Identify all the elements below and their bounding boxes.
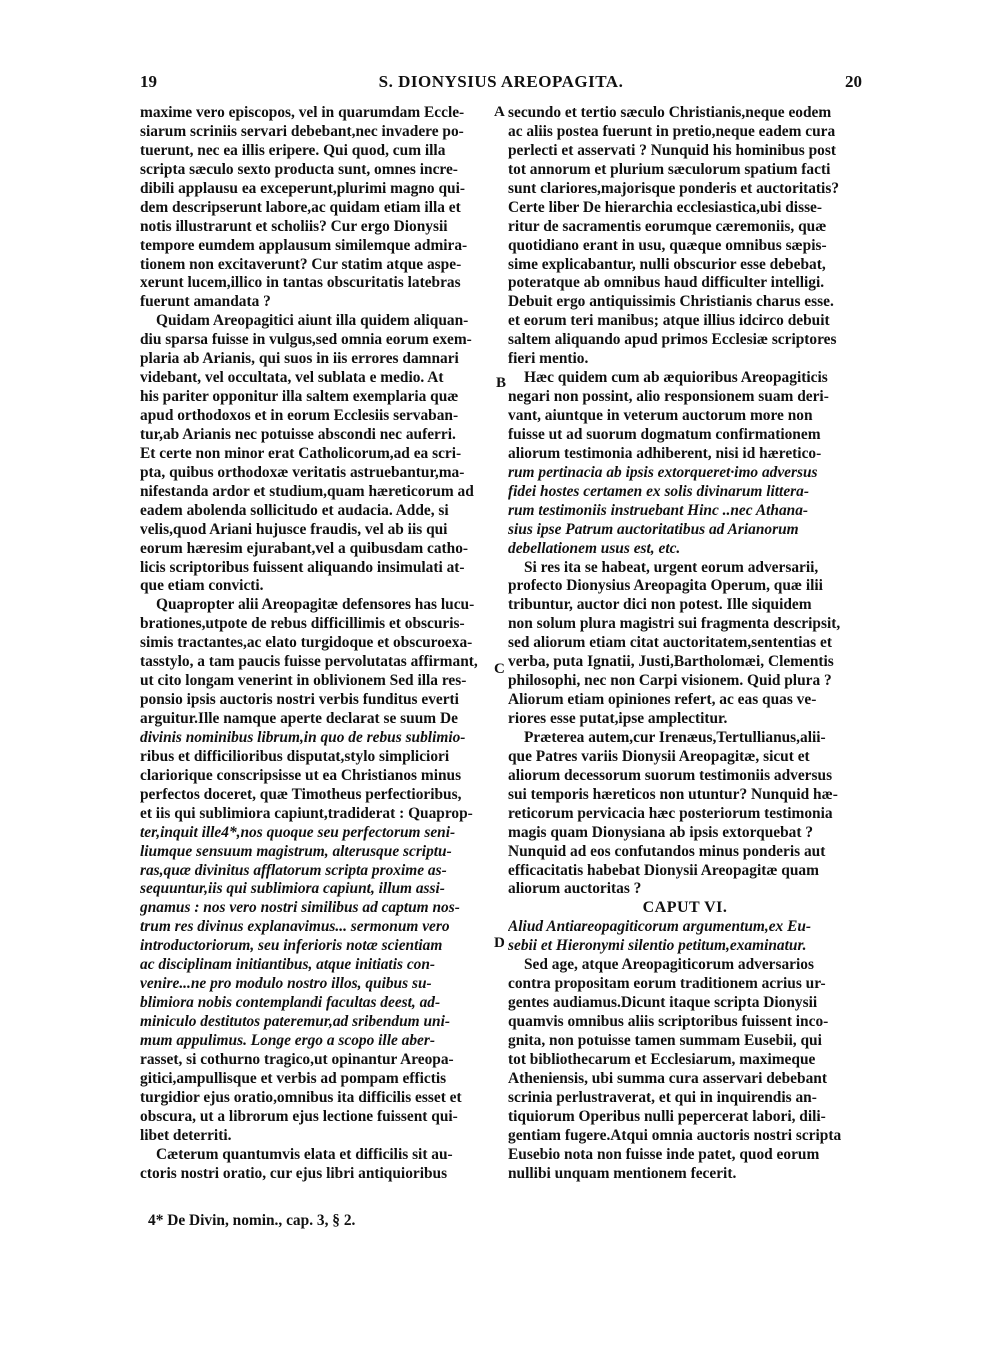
text-line: ritur de sacramentis eorumque cæremoniis, quæ [508, 217, 827, 235]
text-line: dem descripserunt labore,ac quidam etiam illa et [140, 198, 461, 216]
page-number-left: 19 [140, 72, 157, 91]
text-line: videbant, vel occultata, vel sublata e medio. At [140, 369, 444, 387]
text-line: obscura, ut a librorum ejus lectione fuissent qui- [140, 1107, 458, 1125]
text-line: profecto Dionysius Areopagita Operum, quæ ilii [508, 577, 823, 595]
text-line: perfectos doceret, quæ Timotheus perfectioribus, [140, 785, 462, 803]
running-title: S. DIONYSIUS AREOPAGITA. [378, 72, 624, 91]
text-line: liumque sensuum magistrum, alterusque scriptu- [140, 842, 452, 860]
text-line: libet deterriti. [140, 1126, 232, 1144]
margin-marker-d: D [494, 935, 505, 951]
text-line: reticorum pervicacia hæc posteriorum testimonia [508, 804, 833, 822]
text-line: Sed age, atque Areopagiticorum adversarios [524, 956, 814, 974]
text-line: sius ipse Patrum auctoritatibus ad Arianorum [508, 520, 799, 538]
text-line: diu sparsa fuisse in vulgus,sed omnia eorum exem- [140, 331, 472, 349]
left-text-column [140, 104, 494, 1183]
text-line: notis illustrarunt et scholiis? Cur ergo Dionysii [140, 217, 448, 235]
text-line: aliorum testimonia adhiberent, nisi id hæretico- [508, 444, 822, 462]
text-line: sed aliorum etiam citat auctoritatem,sententias et [508, 634, 832, 652]
right-text-column [508, 104, 862, 1183]
text-line: scrinia perlustraverat, et qui in inquirendis an- [508, 1088, 817, 1106]
text-line: riores esse putat,ipse amplectitur. [508, 710, 728, 727]
text-line: que etiam convicti. [140, 577, 264, 595]
text-line: tribuntur, auctor dici non potest. Ille siquidem [508, 596, 812, 614]
text-line: poteratque ab omnibus haud difficulter intelligi. [508, 274, 825, 292]
text-line: aliorum auctoritas ? [508, 880, 642, 898]
text-line: Nunquid ad eos confutandos minus ponderis aut [508, 842, 826, 860]
text-line: negari non possint, alio responsionem suam deri- [508, 388, 829, 406]
text-line: fuerunt amandata ? [140, 293, 271, 311]
text-line: clariorique conscripsisse ut ea Christianos minus [140, 766, 462, 784]
running-header [140, 72, 862, 96]
text-line: rum pertinacia ab ipsis extorqueret·imo adversus [508, 463, 818, 481]
text-line: turgidior ejus oratio,omnibus ita difficilis esset et [140, 1088, 462, 1106]
text-line: gentes audiamus.Dicunt itaque scripta Dionysii [508, 994, 818, 1012]
text-line: Quidam Areopagitici aiunt illa quidem aliquan- [156, 312, 469, 330]
text-line: plaria ab Arianis, qui suos in iis errores damnari [140, 350, 459, 368]
text-line: et eorum teri manibus; atque illius idcirco debuit [508, 312, 830, 330]
text-line: trum res divinus explanavimus... sermonum vero [140, 918, 450, 936]
text-line: Certe liber De hierarchia ecclesiastica,ubi disse- [508, 198, 823, 216]
text-line: arguitur.Ille namque aperte declarat se suum De [140, 710, 458, 727]
text-line: licis scriptoribus fuissent aliquando insimulati at- [140, 558, 465, 576]
text-line: siarum scriniis servari debebant,nec invadere po- [140, 122, 464, 140]
text-line: gitici,ampullisque et verbis ad pompam effictis [140, 1069, 447, 1087]
text-line: fieri mentio. [508, 350, 589, 368]
text-line: dibili applausu ea exceperunt,plurimi magno qui- [140, 179, 465, 197]
text-line: Quapropter alii Areopagitæ defensores has lucu- [156, 596, 475, 614]
text-line: gnita, non potuisse tamen summam Eusebii, qui [508, 1031, 822, 1049]
text-line: Aliorum etiam opiniones refert, ac eas quas ve- [508, 691, 817, 709]
text-line: tur,ab Arianis nec potuisse abscondi nec auferri. [140, 425, 456, 443]
text-line: scripta sæculo sexto producta sunt, omnes incre- [140, 160, 458, 178]
text-line: ut cito longam venerint in oblivionem Sed illa res- [140, 672, 467, 690]
text-line: fuisse ut ad suorum dogmatum confirmationem [508, 425, 821, 443]
text-line: mum appulimus. Longe ergo a scopo ille aber- [140, 1031, 435, 1049]
text-line: xerunt lucem,illico in tantas obscuritatis latebras [140, 274, 461, 292]
text-line: ter,inquit ille4*,nos quoque seu perfectorum seni- [140, 823, 456, 841]
footnote: 4* De Divin, nomin., cap. 3, § 2. [148, 1212, 356, 1229]
text-line: eadem abolenda sollicitudo et audacia. Adde, si [140, 501, 449, 519]
text-line: sui temporis hæreticos non utuntur? Nunquid hæ- [508, 785, 838, 803]
text-line: tiquiorum Operibus nulli pepercerat labori, dili- [508, 1107, 826, 1125]
text-line: tot annorum et plurium sæculorum spatium facti [508, 160, 831, 178]
text-line: Eusebio nota non fuisse inde patet, quod eorum [508, 1145, 820, 1163]
text-line: nifestanda ardor et studium,quam hæreticorum ad [140, 482, 474, 500]
text-line: ac aliis postea fuerunt in pretio,neque eadem cura [508, 122, 836, 140]
text-line: Aliud Antiareopagiticorum argumentum,ex Eu- [508, 918, 812, 936]
text-line: divinis nominibus librum,in quo de rebus sublimio- [140, 728, 466, 746]
text-line: Hæc quidem cum ab æquioribus Areopagiticis [524, 369, 828, 387]
text-line: tempore eumdem applausum similemque admira- [140, 236, 468, 254]
text-line: Cæterum quantumvis elata et difficilis sit au- [156, 1145, 453, 1163]
text-line: maxime vero episcopos, vel in quarumdam Eccle- [140, 104, 465, 121]
chapter-heading: CAPUT VI. [642, 899, 728, 917]
text-line: eorum hæresim ejurabant,vel a quibusdam catho- [140, 539, 469, 557]
text-line: non solum plura magistri sui fragmenta descripsit, [508, 615, 841, 633]
text-line: ctoris nostri oratio, cur ejus libri antiquioribus [140, 1164, 448, 1182]
text-line: magis quam Dionysiana ab ipsis extorquebat ? [508, 823, 814, 841]
text-line: gentiam fugere.Atqui omnia auctoris nostri scripta [508, 1126, 842, 1144]
text-line: Et certe non minor erat Catholicorum,ad ea scri- [140, 444, 462, 462]
text-line: introductoriorum, seu inferioris notæ scientiam [140, 937, 443, 955]
text-line: velis,quod Ariani hujusce fraudis, vel ab iis qui [140, 520, 448, 538]
text-line: et iis qui sublimiora capiunt,tradiderat : Quaprop- [140, 804, 473, 822]
text-line: vant, aiuntque in veterum auctorum more non [508, 407, 813, 424]
text-line: pta, quibus orthodoxæ veritatis astruebantur,ma- [140, 463, 465, 481]
text-line: nullibi unquam mentionem fecerit. [508, 1164, 737, 1182]
page-number-right: 20 [845, 72, 862, 91]
text-line: miniculo destitutos pateremur,ad sribendum uni- [140, 1013, 451, 1030]
text-line: tasstylo, a tam paucis fuisse pervolutatas affirmant, [140, 653, 478, 671]
text-line: his pariter opponitur illa saltem exemplaria quæ [140, 388, 459, 406]
text-line: Atheniensis, ubi summa cura asservari debebant [508, 1069, 827, 1087]
text-line: debellationem usus est, etc. [508, 539, 681, 557]
text-line: philosophi, nec non Carpi visionem. Quid plura ? [508, 672, 832, 690]
text-line: secundo et tertio sæculo Christianis,neque eodem [508, 104, 832, 121]
text-line: gnamus : nos vero nostri similibus ad captum nos- [140, 899, 460, 917]
text-line: sime explicabantur, nulli obscurior esse debebat, [508, 255, 826, 273]
text-line: blimiora nobis contemplandi facultas deest, ad- [140, 994, 441, 1012]
text-line: sequuntur,iis qui sublimiora capiunt, illum assi- [140, 880, 445, 898]
text-line: sunt clariores,majorisque ponderis et auctoritatis? [508, 179, 840, 197]
text-line: efficacitatis habebat Dionysii Areopagitæ quam [508, 861, 819, 879]
text-line: Præterea autem,cur Irenæus,Tertullianus,alii- [524, 728, 826, 746]
margin-marker-b: B [496, 375, 507, 391]
text-line: que Patres variis Dionysii Areopagitæ, sicut et [508, 747, 810, 765]
text-line: Si res ita se habeat, urgent eorum adversarii, [524, 558, 819, 576]
text-line: tot bibliothecarum et Ecclesiarum, maximeque [508, 1050, 816, 1068]
text-line: saltem aliquando apud primos Ecclesiæ scriptores [508, 331, 837, 349]
text-line: aliorum decessorum suorum testimoniis adversus [508, 766, 833, 784]
margin-marker-c: C [494, 661, 505, 677]
text-line: perlecti et asservati ? Nunquid his hominibus post [508, 141, 836, 159]
text-line: contra propositam eorum traditionem acrius ur- [508, 975, 826, 993]
text-line: tuerunt, nec ea illis eripere. Qui quod, cum illa [140, 141, 446, 159]
text-line: Debuit ergo antiquissimis Christianis charus esse. [508, 293, 834, 311]
text-line: rum testimoniis instruebant Hinc ..nec Athana- [508, 501, 809, 519]
text-line: brationes,utpote de rebus difficillimis et obscuris- [140, 615, 465, 633]
text-line: apud orthodoxos et in eorum Ecclesiis servaban- [140, 407, 459, 424]
text-line: ribus et difficilioribus disputat,stylo simpliciori [140, 747, 450, 765]
text-line: quamvis omnibus aliis scriptoribus fuissent inco- [508, 1013, 829, 1030]
text-line: rasset, si cothurno tragico,ut opinantur Areopa- [140, 1050, 454, 1068]
text-line: ponsio ipsis auctoris nostri verbis funditus everti [140, 691, 459, 709]
text-line: ras,quæ divinitus afflatorum scripta proxime as- [140, 861, 447, 879]
text-line: verba, puta Ignatii, Justi,Bartholomæi, Clementis [508, 653, 834, 671]
text-line: fidei hostes certamen ex solis divinarum littera- [508, 482, 809, 500]
text-line: quotidiano erant in usu, quæque omnibus sæpis- [508, 236, 827, 254]
text-line: sebii et Hieronymi silentio petitum,examinatur. [508, 937, 807, 955]
text-line: ac disciplinam initiantibus, atque initiatis con- [140, 956, 436, 974]
margin-marker-a: A [494, 104, 505, 120]
text-line: tionem non excitaverunt? Cur statim atque aspe- [140, 255, 462, 273]
text-line: simis tractantes,ac elato turgidoque et obscuroexa- [140, 634, 473, 652]
text-line: venire...ne pro modulo nostro illos, quibus su- [140, 975, 432, 993]
